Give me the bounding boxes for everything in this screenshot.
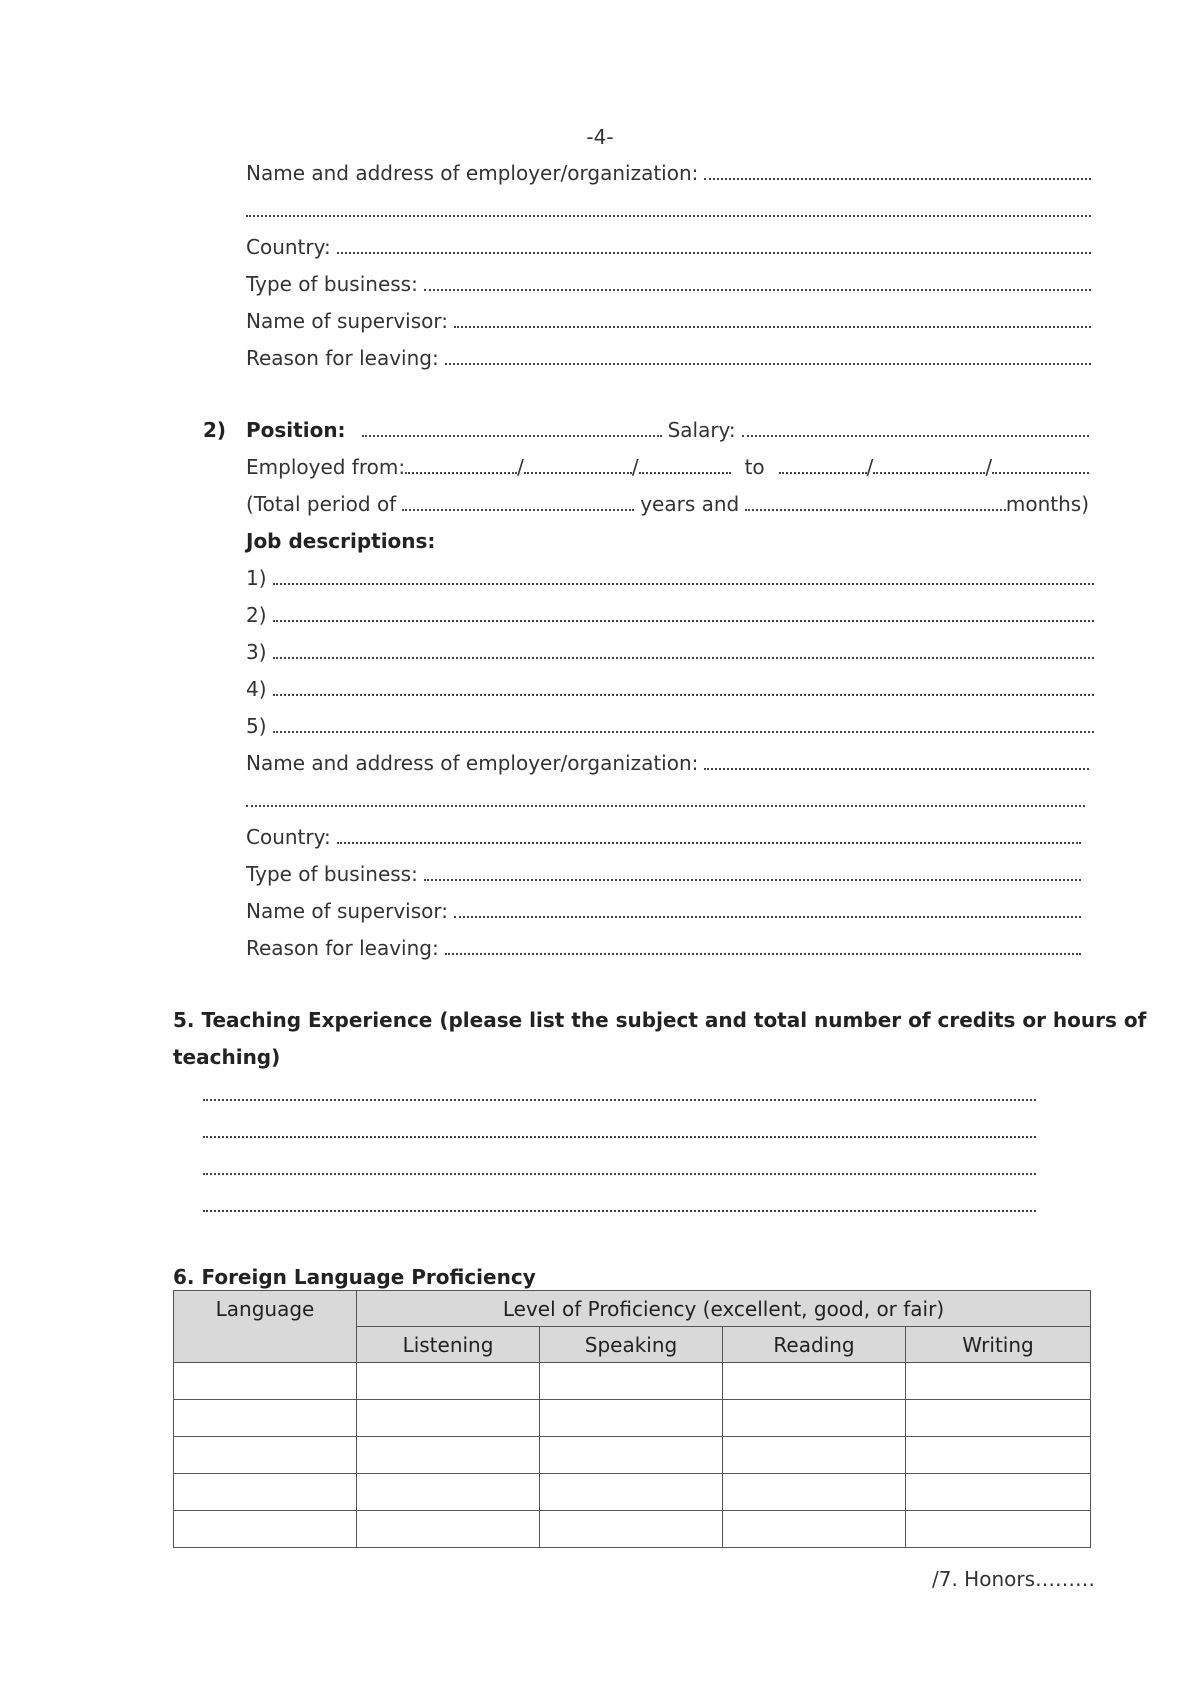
job2-country-field[interactable] xyxy=(337,824,1081,844)
job2-employer-continuation-row xyxy=(246,787,1085,807)
table-row xyxy=(174,1437,1091,1474)
job1-employer-field[interactable] xyxy=(704,160,1091,180)
job2-salary-label: Salary: xyxy=(667,418,736,442)
job2-employer-field-line2[interactable] xyxy=(246,787,1085,807)
job1-employer-continuation-row xyxy=(246,197,1091,217)
speaking-cell[interactable] xyxy=(540,1511,723,1548)
speaking-cell[interactable] xyxy=(540,1474,723,1511)
table-row xyxy=(174,1474,1091,1511)
job2-position-label: Position: xyxy=(246,418,346,442)
listening-cell[interactable] xyxy=(357,1437,540,1474)
job2-description-number: 3) xyxy=(246,640,267,664)
reading-cell[interactable] xyxy=(723,1474,906,1511)
job2-salary-field[interactable] xyxy=(742,417,1089,437)
job2-description-number: 5) xyxy=(246,714,267,738)
section5-heading-line1: 5. Teaching Experience (please list the subject and total number of credits or hours of xyxy=(173,1008,1147,1032)
writing-cell[interactable] xyxy=(906,1474,1091,1511)
language-cell[interactable] xyxy=(174,1511,357,1548)
writing-cell[interactable] xyxy=(906,1437,1091,1474)
reading-cell[interactable] xyxy=(723,1511,906,1548)
reading-cell[interactable] xyxy=(723,1437,906,1474)
job2-slash-1: / xyxy=(517,455,524,479)
section6-heading-text: 6. Foreign Language Proficiency xyxy=(173,1265,536,1289)
job1-business-label: Type of business: xyxy=(246,272,418,296)
reading-cell[interactable] xyxy=(723,1363,906,1400)
job2-slash-2: / xyxy=(631,455,639,479)
job2-description-number: 2) xyxy=(246,603,267,627)
job1-employer-row xyxy=(246,160,1091,186)
job2-description-field[interactable] xyxy=(273,713,1094,733)
job2-description-field[interactable] xyxy=(273,565,1094,585)
job2-business-label: Type of business: xyxy=(246,862,418,886)
job2-to-label: to xyxy=(744,455,765,479)
job1-country-label: Country: xyxy=(246,235,331,259)
job2-supervisor-field[interactable] xyxy=(454,898,1081,918)
job2-total-period-label: (Total period of xyxy=(246,492,397,516)
job2-reason-field[interactable] xyxy=(445,935,1081,955)
job2-descriptions-heading-row xyxy=(246,528,1089,554)
header-language: Language xyxy=(174,1291,357,1363)
writing-cell[interactable] xyxy=(906,1511,1091,1548)
job2-job-descriptions-label: Job descriptions: xyxy=(246,529,436,553)
section5-answer-row xyxy=(203,1192,1036,1212)
job2-to-year-field[interactable] xyxy=(992,454,1089,474)
job1-supervisor-field[interactable] xyxy=(454,308,1091,328)
job1-employer-label: Name and address of employer/organization: xyxy=(246,161,699,185)
job2-total-period-row xyxy=(246,491,1089,517)
job2-employer-field[interactable] xyxy=(704,750,1089,770)
job2-description-row xyxy=(246,713,1094,739)
job1-business-field[interactable] xyxy=(424,271,1091,291)
speaking-cell[interactable] xyxy=(540,1363,723,1400)
header-listening: Listening xyxy=(357,1327,540,1363)
page-number: -4- xyxy=(586,125,614,149)
job1-supervisor-label: Name of supervisor: xyxy=(246,309,448,333)
section5-heading-line2: teaching) xyxy=(173,1045,281,1069)
listening-cell[interactable] xyxy=(357,1511,540,1548)
speaking-cell[interactable] xyxy=(540,1400,723,1437)
job1-employer-field-line2[interactable] xyxy=(246,197,1091,217)
section5-answer-field[interactable] xyxy=(203,1192,1036,1212)
section5-heading-continued xyxy=(173,1044,280,1070)
reading-cell[interactable] xyxy=(723,1400,906,1437)
job1-business-row xyxy=(246,271,1091,297)
continuation-footer: /7. Honors……… xyxy=(931,1567,1095,1591)
job2-from-day-field[interactable] xyxy=(405,454,517,474)
job2-employer-row xyxy=(246,750,1089,776)
job2-country-label: Country: xyxy=(246,825,331,849)
job2-years-label: years and xyxy=(640,492,740,516)
table-row xyxy=(174,1511,1091,1548)
job2-reason-label: Reason for leaving: xyxy=(246,936,439,960)
job2-slash-4: / xyxy=(985,455,993,479)
language-proficiency-table xyxy=(173,1290,1091,1548)
language-cell[interactable] xyxy=(174,1437,357,1474)
header-speaking: Speaking xyxy=(540,1327,723,1363)
job2-position-row xyxy=(246,417,1089,443)
job2-position-field[interactable] xyxy=(362,417,662,437)
section5-answer-row xyxy=(203,1081,1036,1101)
job2-description-field[interactable] xyxy=(273,676,1094,696)
job2-country-row xyxy=(246,824,1081,850)
header-reading: Reading xyxy=(723,1327,906,1363)
speaking-cell[interactable] xyxy=(540,1437,723,1474)
listening-cell[interactable] xyxy=(357,1474,540,1511)
job2-business-field[interactable] xyxy=(424,861,1081,881)
job1-reason-label: Reason for leaving: xyxy=(246,346,439,370)
job2-description-row xyxy=(246,565,1094,591)
section6-heading xyxy=(173,1264,536,1290)
language-cell[interactable] xyxy=(174,1363,357,1400)
table-row xyxy=(174,1363,1091,1400)
job2-years-field[interactable] xyxy=(402,491,634,511)
job2-supervisor-label: Name of supervisor: xyxy=(246,899,448,923)
section5-answer-row xyxy=(203,1155,1036,1175)
section5-answer-field[interactable] xyxy=(203,1118,1036,1138)
job2-description-row xyxy=(246,676,1094,702)
section5-heading xyxy=(173,1007,1146,1033)
job2-description-field[interactable] xyxy=(273,602,1094,622)
job2-number: 2) xyxy=(203,418,227,442)
section5-answer-field[interactable] xyxy=(203,1081,1036,1101)
job2-from-month-field[interactable] xyxy=(524,454,632,474)
job2-to-month-field[interactable] xyxy=(873,454,985,474)
job2-to-day-field[interactable] xyxy=(779,454,867,474)
job2-reason-row xyxy=(246,935,1081,961)
section5-answer-row xyxy=(203,1118,1036,1138)
language-cell[interactable] xyxy=(174,1474,357,1511)
job1-reason-field[interactable] xyxy=(445,345,1091,365)
job2-from-year-field[interactable] xyxy=(639,454,731,474)
job2-months-field[interactable] xyxy=(745,491,1006,511)
section5-answer-field[interactable] xyxy=(203,1155,1036,1175)
job2-description-field[interactable] xyxy=(273,639,1094,659)
job1-supervisor-row xyxy=(246,308,1091,334)
job2-description-row xyxy=(246,639,1094,665)
job1-country-field[interactable] xyxy=(337,234,1091,254)
job2-supervisor-row xyxy=(246,898,1081,924)
job2-description-number: 1) xyxy=(246,566,267,590)
job2-employer-label: Name and address of employer/organization: xyxy=(246,751,699,775)
header-level-of-proficiency: Level of Proficiency (excellent, good, or fair) xyxy=(357,1291,1091,1327)
job2-slash-3: / xyxy=(866,455,874,479)
job1-reason-row xyxy=(246,345,1091,371)
table-row xyxy=(174,1400,1091,1437)
job1-country-row xyxy=(246,234,1091,260)
listening-cell[interactable] xyxy=(357,1363,540,1400)
job2-description-number: 4) xyxy=(246,677,267,701)
job2-employed-row xyxy=(246,454,1089,480)
job2-employed-from-label: Employed from: xyxy=(246,455,406,479)
language-cell[interactable] xyxy=(174,1400,357,1437)
writing-cell[interactable] xyxy=(906,1400,1091,1437)
job2-business-row xyxy=(246,861,1081,887)
header-writing: Writing xyxy=(906,1327,1091,1363)
job2-description-row xyxy=(246,602,1094,628)
job2-months-label: months) xyxy=(1005,492,1089,516)
listening-cell[interactable] xyxy=(357,1400,540,1437)
writing-cell[interactable] xyxy=(906,1363,1091,1400)
